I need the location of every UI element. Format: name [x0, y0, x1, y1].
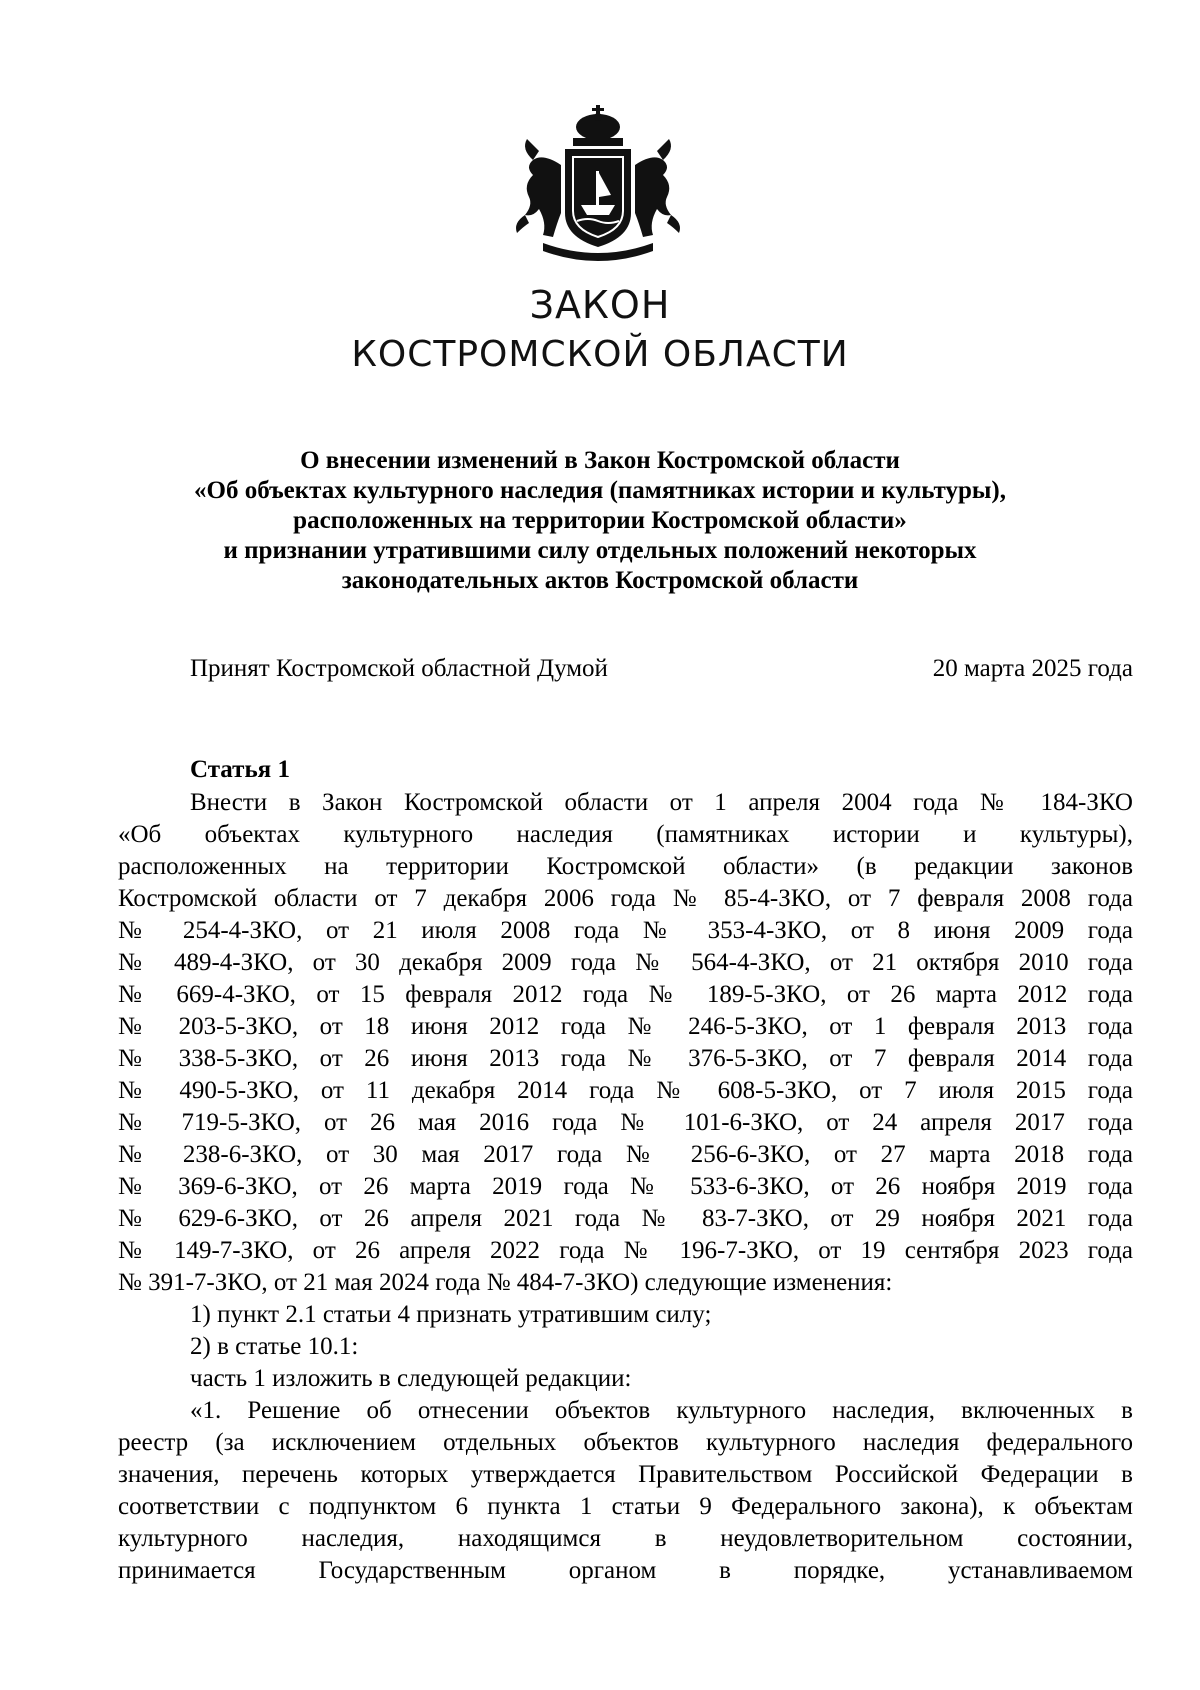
text-line: расположенных на территории Костромской области» (в редакции законов: [118, 853, 1133, 880]
adoption-date: 20 марта 2025 года: [932, 655, 1133, 682]
text-line: «Об объектах культурного наследия (памятниках истории и культуры),: [118, 821, 1133, 848]
quote-line: принимается Государственным органом в порядке, устанавливаемом: [118, 1557, 1133, 1584]
text-line: № 629-6-ЗКО, от 26 апреля 2021 года № 83-7-ЗКО, от 29 ноября 2021 года: [118, 1205, 1133, 1232]
text-line: № 338-5-ЗКО, от 26 июня 2013 года № 376-5-ЗКО, от 7 февраля 2014 года: [118, 1045, 1133, 1072]
law-type-title: ЗАКОН: [529, 283, 671, 327]
text-line: № 369-6-ЗКО, от 26 марта 2019 года № 533-6-ЗКО, от 26 ноября 2019 года: [118, 1173, 1133, 1200]
quote-line: реестр (за исключением отдельных объектов культурного наследия федерального: [118, 1429, 1133, 1456]
text-line: № 669-4-ЗКО, от 15 февраля 2012 года № 189-5-ЗКО, от 26 марта 2012 года: [118, 981, 1133, 1008]
text-line: № 391-7-ЗКО, от 21 мая 2024 года № 484-7-ЗКО) следующие изменения:: [118, 1269, 893, 1296]
heading-line: законодательных актов Костромской области: [341, 567, 859, 594]
article-body: [118, 787, 1133, 1587]
region-title: КОСТРОМСКОЙ ОБЛАСТИ: [351, 334, 849, 375]
list-item: 1) пункт 2.1 статьи 4 признать утратившим силу;: [190, 1301, 712, 1328]
text-line: № 719-5-ЗКО, от 26 мая 2016 года № 101-6-ЗКО, от 24 апреля 2017 года: [118, 1109, 1133, 1136]
text-line: № 203-5-ЗКО, от 18 июня 2012 года № 246-5-ЗКО, от 1 февраля 2013 года: [118, 1013, 1133, 1040]
heading-line: и признании утратившими силу отдельных положений некоторых: [223, 537, 977, 564]
heading-line: «Об объектах культурного наследия (памятниках истории и культуры),: [194, 477, 1006, 504]
text-line: часть 1 изложить в следующей редакции:: [190, 1365, 632, 1392]
heading-line: О внесении изменений в Закон Костромской области: [300, 447, 900, 474]
text-line: № 149-7-ЗКО, от 26 апреля 2022 года № 196-7-ЗКО, от 19 сентября 2023 года: [118, 1237, 1133, 1264]
quote-line: «1. Решение об отнесении объектов культурного наследия, включенных в: [190, 1397, 1133, 1424]
text-line: Внести в Закон Костромской области от 1 апреля 2004 года № 184-ЗКО: [190, 789, 1133, 816]
quote-line: культурного наследия, находящимся в неудовлетворительном состоянии,: [118, 1525, 1133, 1552]
quote-line: соответствии с подпунктом 6 пункта 1 статьи 9 Федерального закона), к объектам: [118, 1493, 1133, 1520]
article-title: Статья 1: [190, 756, 290, 783]
adopted-by: Принят Костромской областной Думой: [190, 655, 608, 682]
list-item: 2) в статье 10.1:: [190, 1333, 359, 1360]
text-line: № 490-5-ЗКО, от 11 декабря 2014 года № 608-5-ЗКО, от 7 июля 2015 года: [118, 1077, 1133, 1104]
text-line: № 254-4-ЗКО, от 21 июля 2008 года № 353-4-ЗКО, от 8 июня 2009 года: [118, 917, 1133, 944]
text-line: Костромской области от 7 декабря 2006 года № 85-4-ЗКО, от 7 февраля 2008 года: [118, 885, 1133, 912]
coat-of-arms-icon: [503, 105, 693, 270]
text-line: № 238-6-ЗКО, от 30 мая 2017 года № 256-6-ЗКО, от 27 марта 2018 года: [118, 1141, 1133, 1168]
text-line: № 489-4-ЗКО, от 30 декабря 2009 года № 564-4-ЗКО, от 21 октября 2010 года: [118, 949, 1133, 976]
document-heading: [100, 446, 1100, 596]
quote-line: значения, перечень которых утверждается Правительством Российской Федерации в: [118, 1461, 1133, 1488]
heading-line: расположенных на территории Костромской области»: [293, 507, 907, 534]
